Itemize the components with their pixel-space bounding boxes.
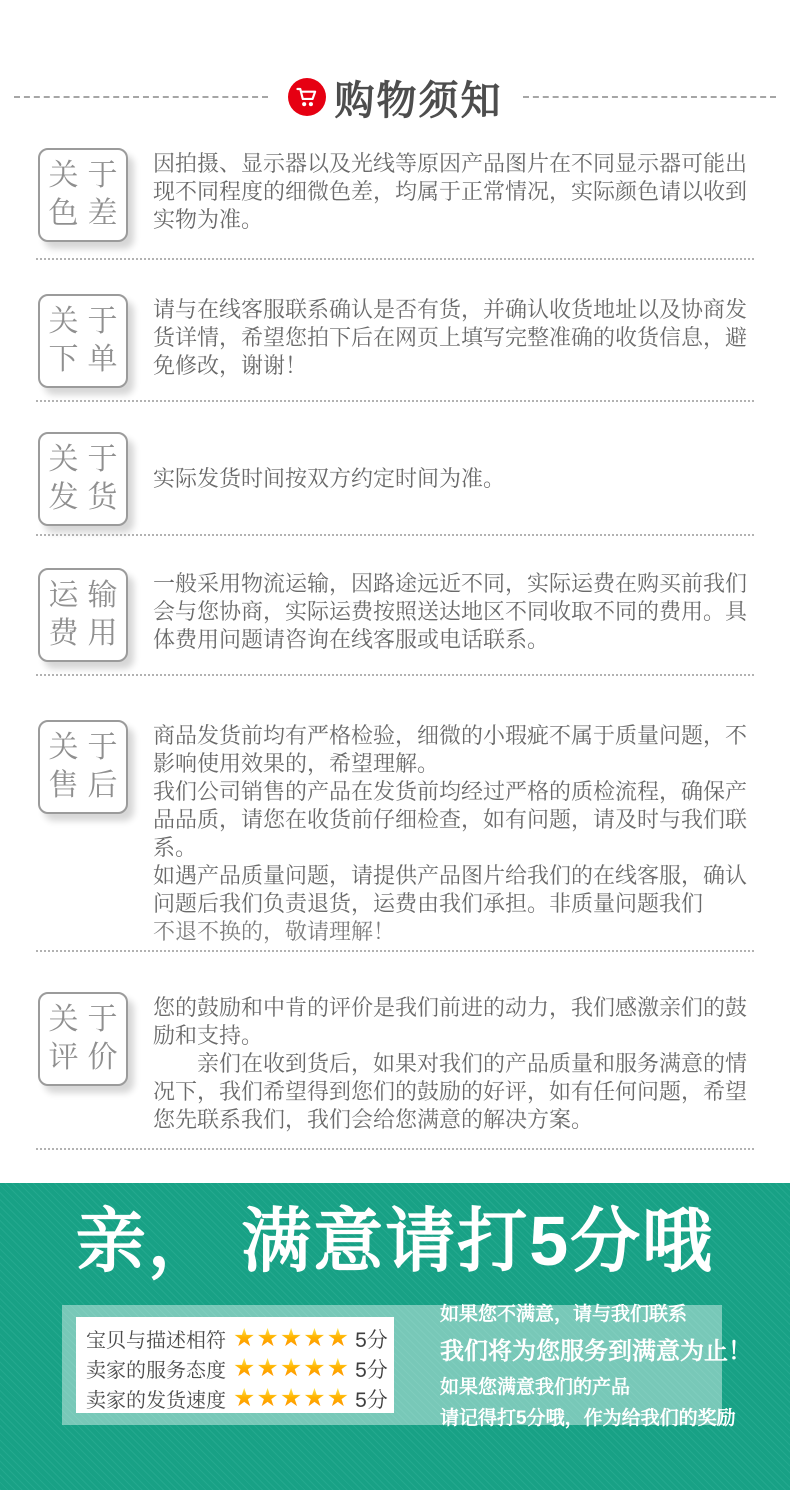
section-paragraph: 亲们在收到货后，如果对我们的产品质量和服务满意的情况下，我们希望得到您们的鼓励的好评，如有任何问题，希望您先联系我们，我们会给您满意的解决方案。 xyxy=(153,1051,748,1132)
section-label-line1: 关于 xyxy=(48,305,127,338)
section-paragraph: 不退不换的，敬请理解！ xyxy=(153,919,396,944)
cart-icon xyxy=(288,78,326,116)
footer-notes xyxy=(440,1299,752,1430)
notice-section-shipping xyxy=(0,402,790,534)
rating-score: 5分 xyxy=(355,1358,388,1382)
rating-label: 卖家的发货速度 xyxy=(86,1390,226,1412)
rating-score: 5分 xyxy=(355,1328,388,1352)
notice-section-aftersale xyxy=(0,676,790,950)
section-label-line2: 色差 xyxy=(48,197,127,230)
section-label-line2: 费用 xyxy=(48,617,127,650)
section-label-line1: 关于 xyxy=(48,159,127,192)
section-label-line1: 关于 xyxy=(48,731,127,764)
notice-section-freight xyxy=(0,536,790,674)
section-body xyxy=(153,148,747,234)
section-paragraph: 实际发货时间按双方约定时间为准。 xyxy=(153,466,506,491)
section-paragraph: 商品发货前均有严格检验，细微的小瑕疵不属于质量问题，不影响使用效果的，希望理解。 xyxy=(153,723,748,776)
footer-note: 请记得打5分哦，作为给我们的奖励 xyxy=(440,1408,736,1429)
section-label xyxy=(38,294,128,388)
shopping-notice-header xyxy=(0,60,790,134)
section-label xyxy=(38,720,128,814)
section-paragraph: 您的鼓励和中肯的评价是我们前进的动力，我们感激亲们的鼓励和支持。 xyxy=(153,995,748,1048)
five-star-icons: ★★★★★ xyxy=(233,1384,351,1412)
section-label-line2: 下单 xyxy=(48,343,127,376)
header-dash-right xyxy=(523,96,777,98)
section-label-line1: 运输 xyxy=(48,579,127,612)
rating-row xyxy=(86,1324,388,1354)
rating-footer xyxy=(0,1183,790,1490)
page-title: 购物须知 xyxy=(334,78,503,123)
rating-score: 5分 xyxy=(355,1388,388,1412)
five-star-icons: ★★★★★ xyxy=(233,1354,351,1382)
section-label-line2: 发货 xyxy=(48,481,127,514)
notice-section-ordering xyxy=(0,260,790,400)
rating-label: 卖家的服务态度 xyxy=(86,1360,226,1382)
rating-label: 宝贝与描述相符 xyxy=(86,1330,226,1352)
section-label xyxy=(38,148,128,242)
section-body xyxy=(153,992,747,1134)
section-body xyxy=(153,720,747,946)
section-paragraph: 请与在线客服联系确认是否有货，并确认收货地址以及协商发货详情，希望您拍下后在网页上填写完整准确的收货信息，避免修改，谢谢！ xyxy=(153,297,748,378)
footer-note: 如果您不满意，请与我们联系 xyxy=(440,1304,688,1325)
section-body xyxy=(153,294,747,380)
footer-note: 如果您满意我们的产品 xyxy=(440,1377,631,1398)
section-label xyxy=(38,568,128,662)
footer-note: 我们将为您服务到满意为止！ xyxy=(440,1338,752,1365)
section-body xyxy=(153,568,747,654)
section-label-line1: 关于 xyxy=(48,443,127,476)
section-paragraph: 我们公司销售的产品在发货前均经过严格的质检流程，确保产品品质，请您在收货前仔细检查，如有问题，请及时与我们联系。 xyxy=(153,779,748,860)
section-paragraph: 如遇产品质量问题，请提供产品图片给我们的在线客服，确认问题后我们负责退货，运费由我们承担。非质量问题我们 xyxy=(153,863,748,916)
section-label xyxy=(38,992,128,1086)
notice-section-feedback xyxy=(0,952,790,1148)
rating-row xyxy=(86,1354,388,1384)
dashed-divider xyxy=(36,1148,754,1150)
section-label-line2: 售后 xyxy=(48,769,127,802)
rating-panel xyxy=(62,1304,752,1429)
section-label xyxy=(38,432,128,526)
section-paragraph: 一般采用物流运输，因路途远近不同，实际运费在购买前我们会与您协商，实际运费按照送达地区不同收取不同的费用。具体费用问题请咨询在线客服或电话联系。 xyxy=(153,571,748,652)
five-star-icons: ★★★★★ xyxy=(233,1324,351,1352)
rating-row xyxy=(86,1384,388,1414)
footer-title: 亲， 满意请打5分哦 xyxy=(75,1202,715,1280)
section-paragraph: 因拍摄、显示器以及光线等原因产品图片在不同显示器可能出现不同程度的细微色差，均属于正常情况，实际颜色请以收到实物为准。 xyxy=(153,151,748,232)
notice-section-color-difference xyxy=(0,134,790,258)
section-label-line1: 关于 xyxy=(48,1003,127,1036)
section-label-line2: 评价 xyxy=(48,1041,127,1074)
ratings-box xyxy=(76,1317,394,1413)
section-body xyxy=(153,432,747,526)
header-dash-left xyxy=(14,96,268,98)
